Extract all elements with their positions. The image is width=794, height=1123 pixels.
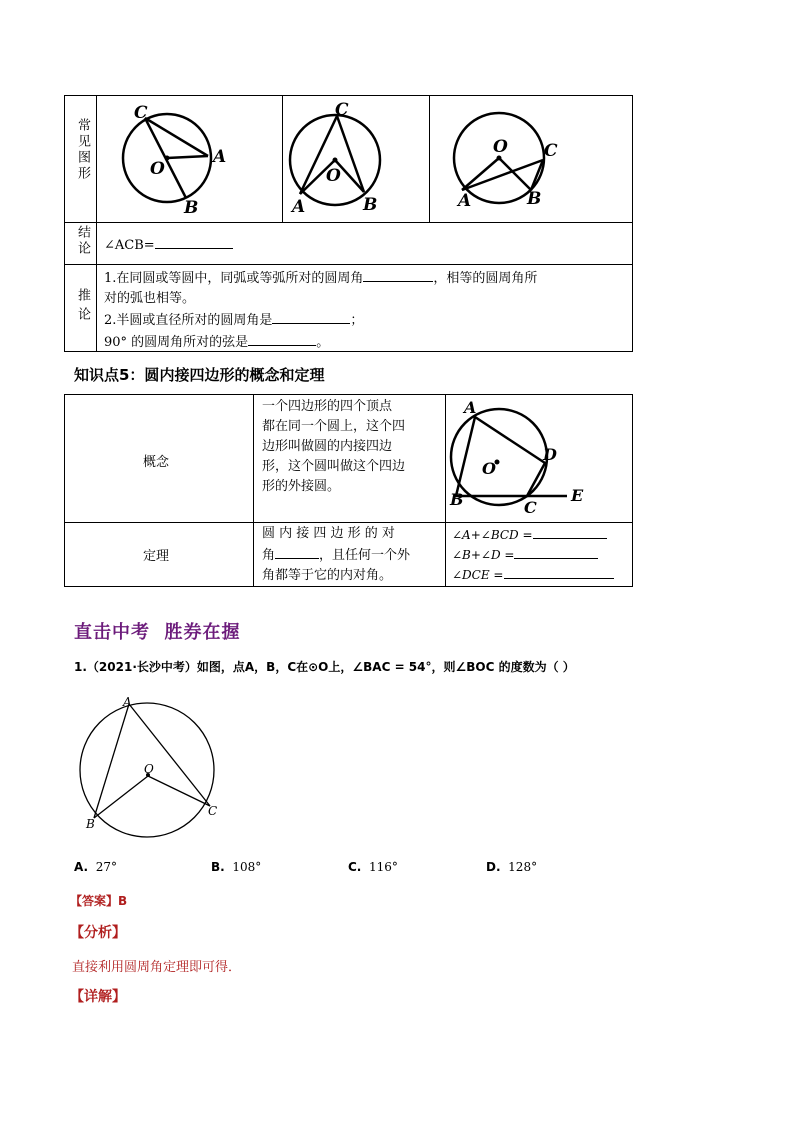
concept-text: 一个四边形的四个顶点 都在同一个圆上，这个四 边形叫做圆的内接四边 形，这个圆叫做这个四边 形的外接圆。 bbox=[262, 399, 406, 494]
answer-blank[interactable] bbox=[272, 309, 350, 324]
svg-text:O: O bbox=[482, 459, 496, 478]
svg-text:O: O bbox=[326, 166, 341, 186]
figure-question-1 bbox=[74, 694, 224, 840]
svg-text:A: A bbox=[292, 197, 306, 217]
question-1: 1.（2021·长沙中考）如图，点A，B，C在⊙O上，∠BAC = 54°，则∠BOC 的度数为（ ） bbox=[74, 660, 575, 674]
answer-blank[interactable] bbox=[514, 546, 598, 559]
svg-text:A: A bbox=[458, 191, 472, 211]
corollary-text: 1.在同圆或等圆中，同弧或等弧所对的圆周角 ，相等的圆周角所 对的弧也相等。 2.半圆或直径所对的圆周角是 ； 90° 的圆周角所对的弦是 。 bbox=[104, 267, 629, 353]
row-label-corollary: 推论 bbox=[75, 288, 90, 326]
conclusion-text: ∠ACB= bbox=[104, 234, 233, 256]
figure-cyclic-quadrilateral bbox=[447, 397, 631, 521]
svg-text:O: O bbox=[493, 137, 508, 157]
concept-label: 概念 bbox=[143, 455, 170, 470]
svg-text:C: C bbox=[544, 141, 558, 161]
svg-text:C: C bbox=[134, 103, 148, 123]
svg-text:D: D bbox=[543, 445, 557, 464]
theorem-equations: ∠A+∠BCD = ∠B+∠D = ∠DCE = bbox=[452, 525, 630, 585]
analysis-label: 【分析】 bbox=[70, 925, 126, 941]
analysis-text: 直接利用圆周角定理即可得． bbox=[72, 960, 242, 975]
svg-text:B: B bbox=[363, 195, 378, 215]
answer-blank[interactable] bbox=[248, 331, 316, 346]
svg-text:O: O bbox=[144, 762, 154, 776]
svg-text:C: C bbox=[524, 498, 537, 517]
svg-text:O: O bbox=[150, 159, 165, 179]
answer-blank[interactable] bbox=[533, 526, 607, 539]
figure-inscribed-angle-1 bbox=[110, 98, 280, 220]
svg-text:A: A bbox=[123, 695, 132, 709]
detail-label: 【详解】 bbox=[70, 989, 126, 1005]
svg-text:B: B bbox=[527, 189, 542, 209]
svg-text:A: A bbox=[464, 398, 477, 417]
answer-label: 【答案】B bbox=[70, 894, 128, 908]
section-title: 知识点5：圆内接四边形的概念和定理 bbox=[74, 366, 325, 384]
row-label-figures: 常见图形 bbox=[75, 118, 90, 182]
svg-text:B: B bbox=[86, 817, 95, 831]
answer-blank[interactable] bbox=[504, 566, 614, 579]
svg-text:A: A bbox=[213, 147, 227, 167]
svg-text:B: B bbox=[184, 198, 199, 218]
option-d[interactable]: D. 128° bbox=[486, 860, 538, 874]
figure-inscribed-angle-3 bbox=[440, 98, 580, 220]
theorem-label: 定理 bbox=[143, 549, 170, 564]
exam-section-title: 直击中考 胜券在握 bbox=[74, 622, 241, 643]
option-c[interactable]: C. 116° bbox=[348, 860, 398, 874]
row-label-conclusion: 结论 bbox=[75, 225, 90, 257]
figure-inscribed-angle-2 bbox=[286, 98, 426, 220]
svg-text:B: B bbox=[450, 490, 464, 509]
answer-blank[interactable] bbox=[155, 234, 233, 249]
svg-text:C: C bbox=[335, 100, 349, 120]
theorem-text: 圆 内 接 四 边 形 的 对 角 ，且任何一个外 角都等于它的内对角。 bbox=[262, 526, 411, 583]
answer-blank[interactable] bbox=[275, 544, 319, 559]
svg-text:E: E bbox=[571, 486, 584, 505]
option-b[interactable]: B. 108° bbox=[211, 860, 262, 874]
svg-text:C: C bbox=[208, 804, 218, 818]
option-a[interactable]: A. 27° bbox=[74, 860, 117, 874]
answer-blank[interactable] bbox=[363, 267, 433, 282]
